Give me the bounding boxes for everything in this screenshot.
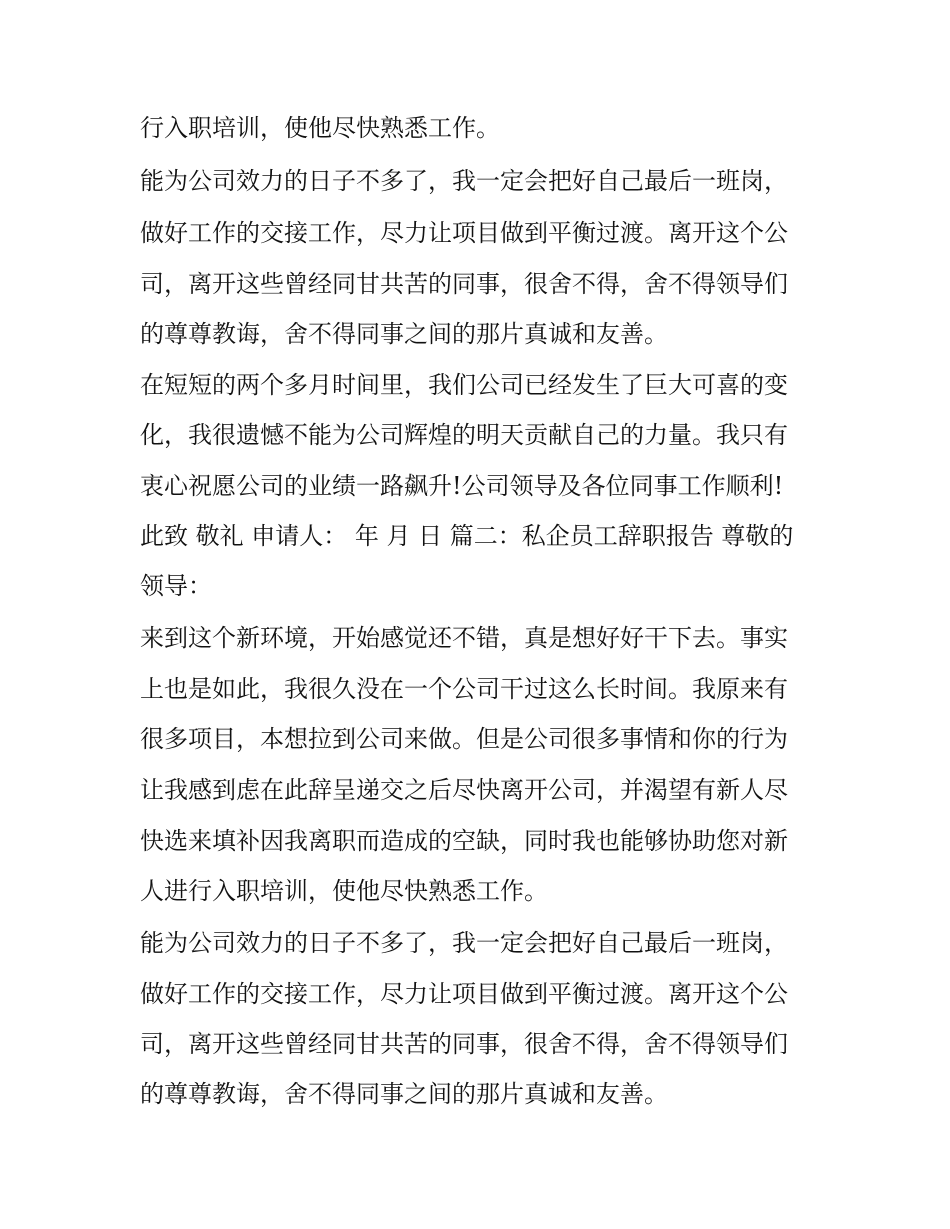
text-line: 衷心祝愿公司的业绩一路飙升!公司领导及各位同事工作顺利! (140, 472, 784, 500)
text-line: 在短短的两个多月时间里，我们公司已经发生了巨大可喜的变 (140, 371, 788, 399)
text-line: 做好工作的交接工作，尽力让项目做到平衡过渡。离开这个公 (140, 980, 788, 1008)
text-line: 做好工作的交接工作，尽力让项目做到平衡过渡。离开这个公 (140, 219, 788, 247)
text-line: 的尊尊教诲，舍不得同事之间的那片真诚和友善。 (140, 1080, 668, 1108)
text-line: 能为公司效力的日子不多了，我一定会把好自己最后一班岗， (140, 167, 788, 195)
text-line: 人进行入职培训，使他尽快熟悉工作。 (140, 877, 548, 905)
text-line: 让我感到虑在此辞呈递交之后尽快离开公司，并渴望有新人尽 (140, 776, 788, 804)
text-line: 能为公司效力的日子不多了，我一定会把好自己最后一班岗， (140, 929, 788, 957)
text-line: 化，我很遗憾不能为公司辉煌的明天贡献自己的力量。我只有 (140, 421, 788, 449)
text-line: 快选来填补因我离职而造成的空缺，同时我也能够协助您对新 (140, 827, 788, 855)
text-line: 领导： (140, 572, 212, 600)
text-line: 上也是如此，我很久没在一个公司干过这么长时间。我原来有 (140, 675, 788, 703)
text-line: 行入职培训，使他尽快熟悉工作。 (140, 114, 500, 142)
text-line: 的尊尊教诲，舍不得同事之间的那片真诚和友善。 (140, 320, 668, 348)
text-line: 此致 敬礼 申请人： 年 月 日 篇二：私企员工辞职报告 尊敬的 (140, 522, 794, 550)
text-line: 很多项目，本想拉到公司来做。但是公司很多事情和你的行为 (140, 725, 788, 753)
text-line: 来到这个新环境，开始感觉还不错，真是想好好干下去。事实 (140, 624, 788, 652)
text-line: 司，离开这些曾经同甘共苦的同事，很舍不得，舍不得领导们 (140, 270, 788, 298)
text-line: 司，离开这些曾经同甘共苦的同事，很舍不得，舍不得领导们 (140, 1030, 788, 1058)
